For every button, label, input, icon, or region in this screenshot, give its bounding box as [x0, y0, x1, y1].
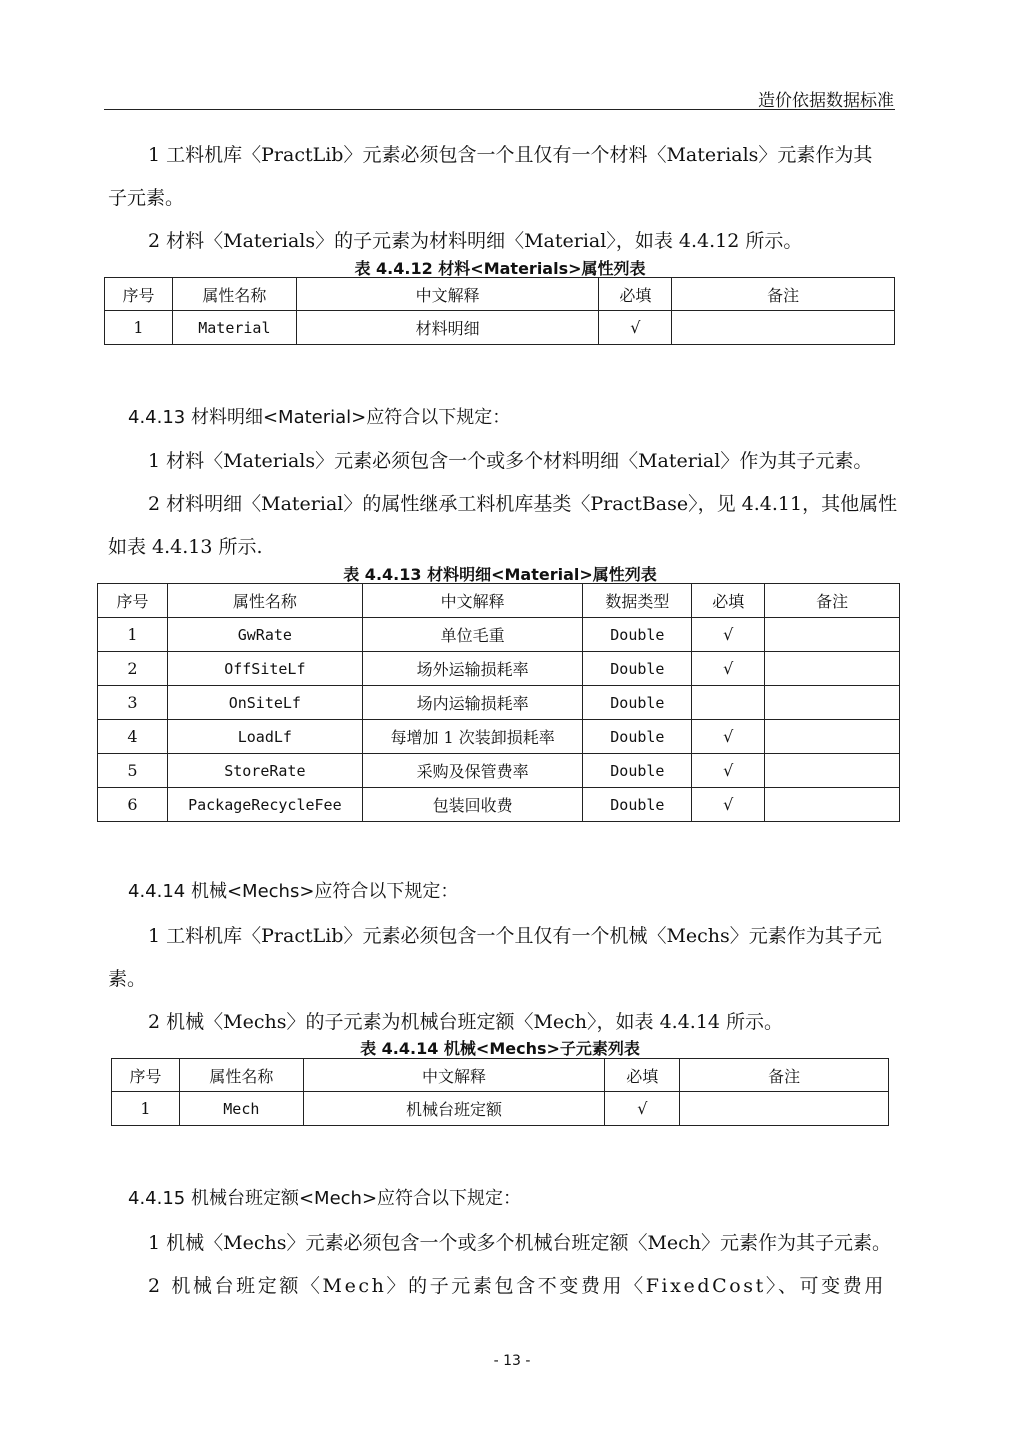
table-cell: [692, 686, 765, 720]
table-cell: 每增加 1 次装卸损耗率: [362, 720, 583, 754]
table-cell: OnSiteLf: [167, 686, 362, 720]
table-header-row: [112, 1059, 889, 1092]
table-cell: 场内运输损耗率: [362, 686, 583, 720]
column-header: 属性名称: [172, 278, 296, 311]
column-header: 属性名称: [179, 1059, 303, 1092]
paragraph: 2 机械台班定额〈Mech〉的子元素包含不变费用〈FixedCost〉、可变费用: [148, 1275, 886, 1297]
column-header: 备注: [672, 278, 895, 311]
table-materials: [104, 277, 895, 345]
table-cell: 包装回收费: [362, 788, 583, 822]
table-cell: 4: [98, 720, 168, 754]
table-cell: 场外运输损耗率: [362, 652, 583, 686]
table-cell: 采购及保管费率: [362, 754, 583, 788]
table-cell: GwRate: [167, 618, 362, 652]
column-header: 中文解释: [303, 1059, 605, 1092]
table-cell: Double: [583, 788, 692, 822]
table-cell: 1: [98, 618, 168, 652]
table-cell: [765, 788, 900, 822]
header-rule: [104, 109, 895, 110]
table-row: [98, 618, 900, 652]
table-cell: Double: [583, 686, 692, 720]
table-cell: [765, 754, 900, 788]
column-header: 中文解释: [362, 584, 583, 618]
page-number: - 13 -: [493, 1353, 531, 1369]
table-cell: √: [692, 652, 765, 686]
table-material: [97, 583, 900, 822]
table-mechs: [111, 1058, 889, 1126]
table-cell: StoreRate: [167, 754, 362, 788]
paragraph: 2 机械〈Mechs〉的子元素为机械台班定额〈Mech〉，如表 4.4.14 所示。: [148, 1011, 784, 1033]
column-header: 必填: [605, 1059, 680, 1092]
table-row: [98, 720, 900, 754]
table-cell: Double: [583, 618, 692, 652]
table-cell: √: [692, 788, 765, 822]
section-heading: 4.4.14 机械<Mechs>应符合以下规定：: [128, 881, 459, 902]
paragraph: 1 工料机库〈PractLib〉元素必须包含一个且仅有一个材料〈Materials〉元素作为其: [148, 144, 873, 166]
table-cell: 单位毛重: [362, 618, 583, 652]
paragraph: 2 材料明细〈Material〉的属性继承工料机库基类〈PractBase〉，见 4.4.11，其他属性: [148, 493, 898, 515]
running-header: 造价依据数据标准: [758, 91, 894, 111]
section-heading: 4.4.13 材料明细<Material>应符合以下规定：: [128, 407, 511, 428]
table-cell: [765, 720, 900, 754]
table-cell: Double: [583, 720, 692, 754]
table-cell: Material: [172, 311, 296, 345]
table-row: [112, 1092, 889, 1126]
column-header: 序号: [105, 278, 173, 311]
table-cell: [672, 311, 895, 345]
table-row: [105, 311, 895, 345]
table-cell: 机械台班定额: [303, 1092, 605, 1126]
table-cell: Double: [583, 652, 692, 686]
table-header-row: [105, 278, 895, 311]
column-header: 备注: [680, 1059, 889, 1092]
table-row: [98, 754, 900, 788]
table-cell: √: [692, 618, 765, 652]
table-cell: Mech: [179, 1092, 303, 1126]
column-header: 中文解释: [296, 278, 599, 311]
table-caption: 表 4.4.14 机械<Mechs>子元素列表: [360, 1039, 640, 1058]
table-cell: √: [599, 311, 672, 345]
column-header: 序号: [98, 584, 168, 618]
table-cell: 6: [98, 788, 168, 822]
table-cell: 5: [98, 754, 168, 788]
paragraph: 2 材料〈Materials〉的子元素为材料明细〈Material〉，如表 4.4.12 所示。: [148, 230, 803, 252]
table-cell: 2: [98, 652, 168, 686]
table-cell: PackageRecycleFee: [167, 788, 362, 822]
column-header: 属性名称: [167, 584, 362, 618]
table-caption: 表 4.4.13 材料明细<Material>属性列表: [343, 565, 657, 584]
table-cell: [680, 1092, 889, 1126]
table-cell: √: [692, 720, 765, 754]
table-cell: 材料明细: [296, 311, 599, 345]
table-cell: [765, 652, 900, 686]
table-cell: LoadLf: [167, 720, 362, 754]
table-cell: [765, 618, 900, 652]
table-cell: 1: [105, 311, 173, 345]
paragraph: 如表 4.4.13 所示.: [108, 536, 263, 558]
table-cell: [765, 686, 900, 720]
paragraph: 素。: [108, 968, 147, 990]
table-row: [98, 686, 900, 720]
paragraph: 1 工料机库〈PractLib〉元素必须包含一个且仅有一个机械〈Mechs〉元素作为其子元: [148, 925, 882, 947]
column-header: 必填: [692, 584, 765, 618]
column-header: 备注: [765, 584, 900, 618]
table-cell: 1: [112, 1092, 180, 1126]
table-cell: √: [605, 1092, 680, 1126]
section-heading: 4.4.15 机械台班定额<Mech>应符合以下规定：: [128, 1188, 522, 1209]
column-header: 必填: [599, 278, 672, 311]
paragraph: 1 材料〈Materials〉元素必须包含一个或多个材料明细〈Material〉作为其子元素。: [148, 450, 873, 472]
column-header: 数据类型: [583, 584, 692, 618]
table-header-row: [98, 584, 900, 618]
table-cell: Double: [583, 754, 692, 788]
paragraph: 子元素。: [108, 187, 185, 209]
column-header: 序号: [112, 1059, 180, 1092]
table-row: [98, 652, 900, 686]
paragraph: 1 机械〈Mechs〉元素必须包含一个或多个机械台班定额〈Mech〉元素作为其子元素。: [148, 1232, 892, 1254]
table-caption: 表 4.4.12 材料<Materials>属性列表: [354, 259, 646, 278]
table-cell: 3: [98, 686, 168, 720]
table-cell: OffSiteLf: [167, 652, 362, 686]
table-cell: √: [692, 754, 765, 788]
table-row: [98, 788, 900, 822]
